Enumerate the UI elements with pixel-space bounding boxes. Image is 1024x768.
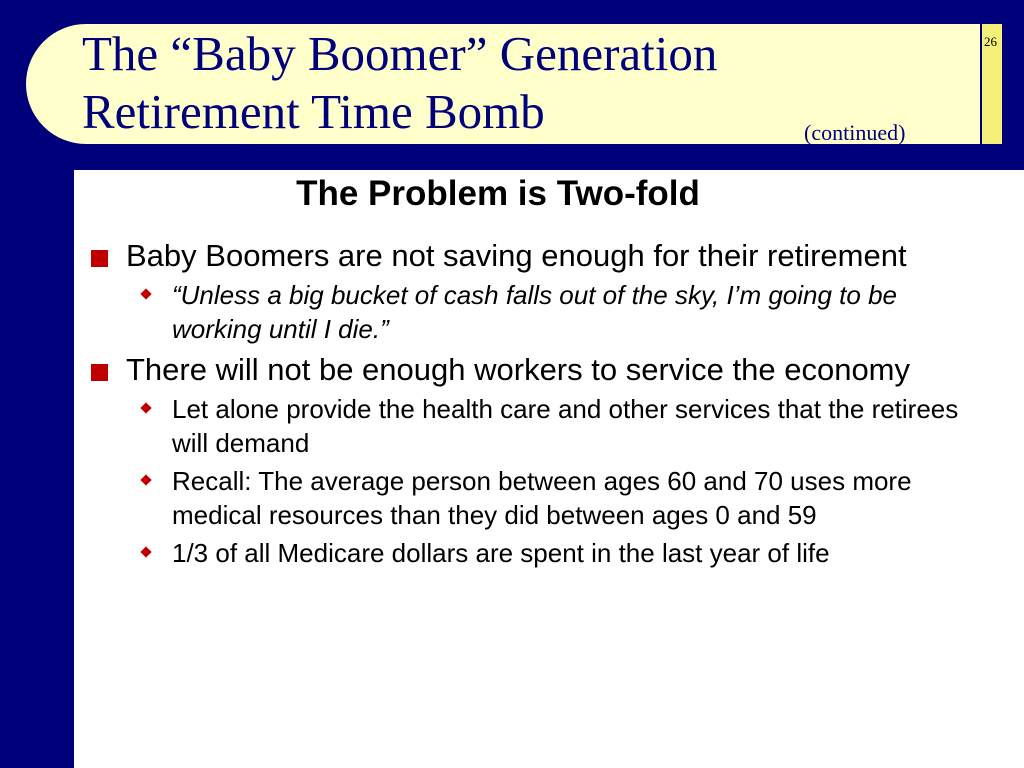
sub-bullet-text: 1/3 of all Medicare dollars are spent in the last year of life <box>172 538 830 568</box>
sub-bullet-list <box>126 392 990 570</box>
bullet-text: Baby Boomers are not saving enough for their retirement <box>126 238 907 273</box>
sub-bullet-item <box>126 278 990 346</box>
red-square-bullet-icon <box>91 250 108 267</box>
slide-title-line-2: Retirement Time Bomb <box>82 84 545 139</box>
red-diamond-bullet-icon <box>140 402 151 413</box>
sub-bullet-item <box>126 536 990 570</box>
continued-label: (continued) <box>804 120 906 145</box>
bullet-item <box>90 350 990 570</box>
slide-subtitle: The Problem is Two-fold <box>296 174 700 213</box>
sub-bullet-list <box>126 278 990 346</box>
red-diamond-bullet-icon <box>140 474 151 485</box>
sub-bullet-item <box>126 464 990 532</box>
right-decorative-band <box>1004 0 1024 170</box>
red-diamond-bullet-icon <box>140 288 151 299</box>
sub-bullet-text: Recall: The average person between ages 60 and 70 uses more medical resources than they did between ages 0 and 59 <box>172 466 912 530</box>
slide-title-line-1: The “Baby Boomer” Generation <box>82 26 718 81</box>
sub-bullet-text: Let alone provide the health care and other services that the retirees will demand <box>172 394 959 458</box>
bullet-item <box>90 236 990 346</box>
page-number: 26 <box>984 34 997 49</box>
bullet-text: There will not be enough workers to service the economy <box>126 352 911 387</box>
bullet-list <box>90 236 990 574</box>
red-square-bullet-icon <box>91 364 108 381</box>
red-diamond-bullet-icon <box>140 546 151 557</box>
sub-bullet-item <box>126 392 990 460</box>
slide-title <box>82 25 842 141</box>
quote-text: “Unless a big bucket of cash falls out of the sky, I’m going to be working until I die.” <box>172 280 898 344</box>
